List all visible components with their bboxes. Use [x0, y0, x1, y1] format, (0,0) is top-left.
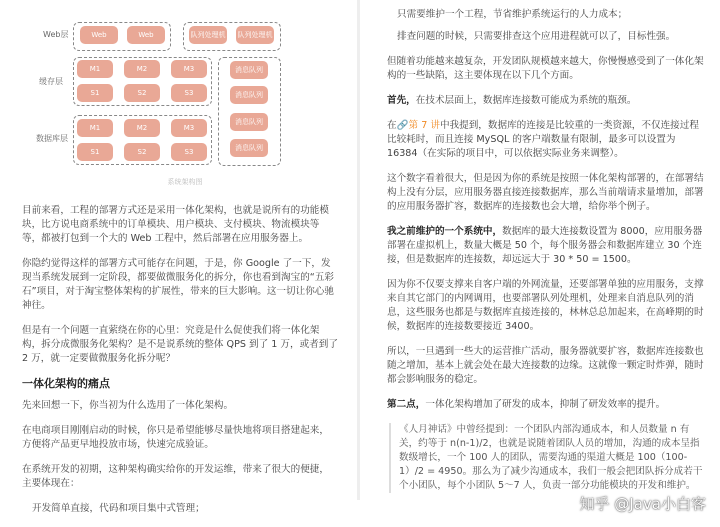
queue-processor-block: 队列处理机 — [236, 26, 274, 44]
paragraph: 你隐约觉得这样的部署方式可能存在问题，于是，你 Google 了一下，发现当系统发展到一定阶段，都要做微服务化的拆分，你也看到淘宝的“五彩石”项目，对于淘宝整体架构的扩展性，带来的巨大影响。这一切让你心驰神往。 — [22, 258, 334, 311]
cache-block: M2 — [124, 60, 160, 78]
web-block: Web — [127, 26, 165, 44]
architecture-diagram — [0, 0, 357, 195]
paragraph: 目前来看，工程的部署方式还是采用一体化架构，也就是说所有的功能模块，比方说电商系统中的订单模块、用户模块、支付模块、物流模块等等，都被打包到一个大的 Web 工程中，然后部署在应用服务器上。 — [22, 205, 329, 244]
paragraph: 但随着功能越来越复杂，开发团队规模越来越大，你慢慢感受到了一体化架构的一些缺陷，这主要体现在以下几个方面。 — [387, 56, 704, 81]
section-heading: 一体化架构的痛点 — [22, 377, 110, 390]
db-block: M2 — [124, 119, 160, 137]
paragraph: 但是有一个问题一直萦绕在你的心里：究竟是什么促使我们将一体化架构，拆分成微服务化架构？是不是说系统的整体 QPS 到了 1 万，或者到了 2 万，就一定要做微服务化拆分呢？ — [22, 325, 338, 364]
blockquote: 《人月神话》中曾经提到：一个团队内部沟通成本，和人员数量 n 有关，约等于 n(n-1)/2，也就是说随着团队人员的增加，沟通的成本呈指数级增长，一个 100 人的团队，需要沟通的渠道大概是 100（100-1）/2 = 4950。那么为了减少沟通成本，我们一般会把团队拆分成若干个小团队，每个小团队 5～7 人，负责一部分功能模块的开发和维护。 — [389, 423, 706, 493]
list-item: 排查问题的时候，只需要排查这个应用进程就可以了，目标性强。 — [397, 31, 676, 42]
lecture-link[interactable]: 🔗第 7 讲 — [396, 120, 440, 131]
layer-label-web: Web层 — [43, 30, 69, 39]
paragraph: 所以，一旦遇到一些大的运营推广活动，服务器就要扩容，数据库连接数也随之增加，基本上就会处在最大连接数的边缘。这就像一颗定时炸弹，随时都会影响服务的稳定。 — [387, 346, 704, 385]
cache-block: M1 — [77, 60, 113, 78]
web-block: Web — [80, 26, 118, 44]
paragraph — [387, 398, 706, 412]
message-queue-block: 消息队列 — [230, 86, 268, 104]
paragraph-text: 在 — [387, 120, 397, 131]
paragraph: 先来回想一下，你当初为什么选用了一体化架构。 — [22, 400, 234, 411]
emphasis: 第二点， — [387, 399, 426, 410]
message-queue-block: 消息队列 — [230, 139, 268, 157]
paragraph-text: 数据库的最大连接数设置为 8000，应用服务器部署在虚拟机上，数量大概是 50 个，每个服务器会和数据库建立 30 个连接，但是数据库的连接数，却远远大于 30 * 50 = 1500。 — [387, 226, 703, 265]
list-item: 只需要维护一个工程，节省维护系统运行的人力成本； — [397, 9, 628, 20]
left-page — [0, 0, 357, 514]
watermark: 知乎 @Java小白客 — [579, 495, 706, 513]
paragraph — [387, 225, 706, 267]
paragraph — [387, 119, 706, 161]
diagram-caption: 系统架构图 — [167, 178, 203, 186]
db-block: S3 — [171, 143, 207, 161]
paragraph-text: 中我提到，数据库的连接是比较重的一类资源，不仅连接过程比较耗时，而且连接 MySQL 的客户端数量有限制，最多可以设置为 16384（在实际的项目中，可以依据实际业务来调整）。 — [387, 120, 699, 159]
db-block: S1 — [77, 143, 113, 161]
emphasis: 我之前维护的一个系统中， — [387, 226, 503, 237]
link-text[interactable]: 第 7 讲 — [408, 120, 440, 131]
right-page — [360, 0, 720, 513]
left-text-column — [22, 204, 338, 527]
paragraph: 在系统开发的初期，这种架构确实给你的开发运维，带来了很大的便捷，主要体现在： — [22, 464, 329, 489]
db-block: M3 — [171, 119, 207, 137]
paragraph: 在电商项目刚刚启动的时候，你只是希望能够尽量快地将项目搭建起来，方便将产品更早地投放市场，快速完成验证。 — [22, 425, 329, 450]
layer-label-cache: 缓存层 — [39, 77, 63, 86]
cache-block: S3 — [171, 84, 207, 102]
queue-processor-block: 队列处理机 — [189, 26, 227, 44]
emphasis: 首先， — [387, 95, 416, 106]
paragraph: 因为你不仅要支撑来自客户端的外网流量，还要部署单独的应用服务，支撑来自其它部门的内网调用，也要部署队列处理机，处理来自消息队列的消息，这些服务也都是与数据库直接连接的，林林总总加起来，在高峰期的时候，数据库的连接数要接近 3400。 — [387, 279, 704, 332]
db-block: S2 — [124, 143, 160, 161]
cache-block: S1 — [77, 84, 113, 102]
paragraph — [387, 94, 706, 108]
message-queue-block: 消息队列 — [230, 61, 268, 79]
paragraph-text: 一体化架构增加了研发的成本，抑制了研发效率的提升。 — [425, 399, 666, 410]
cache-block: M3 — [171, 60, 207, 78]
cache-block: S2 — [124, 84, 160, 102]
layer-label-db: 数据库层 — [36, 134, 68, 143]
message-queue-block: 消息队列 — [230, 113, 268, 131]
paragraph: 这个数字看着很大，但是因为你的系统是按照一体化架构部署的，在部署结构上没有分层，应用服务器直接连接数据库，那么当前端请求量增加，部署的应用服务器扩容，数据库的连接数也会大增，给你举个例子。 — [387, 173, 704, 212]
paragraph-text: 在技术层面上，数据库连接数可能成为系统的瓶颈。 — [415, 95, 637, 106]
db-block: M1 — [77, 119, 113, 137]
list-item: 开发简单直接，代码和项目集中式管理； — [32, 503, 205, 514]
